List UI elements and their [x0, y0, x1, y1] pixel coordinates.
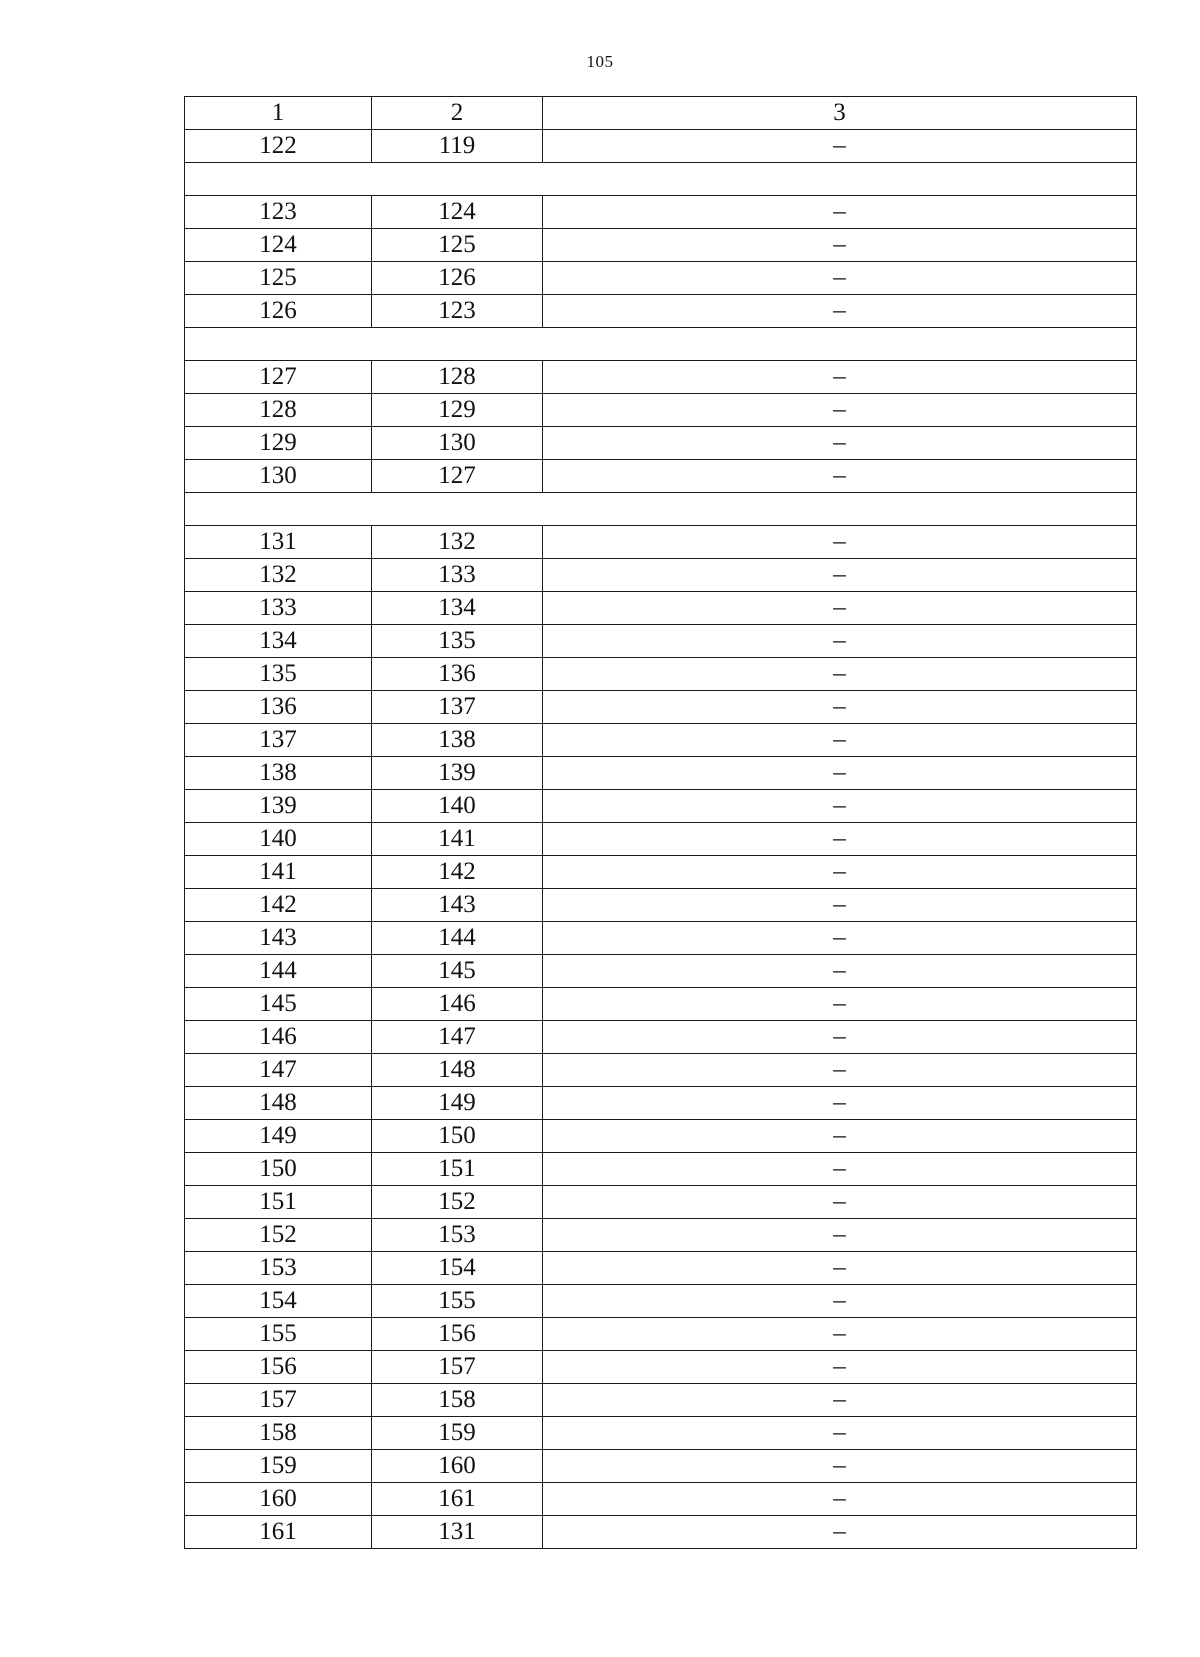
table-cell-col3: –: [543, 1120, 1137, 1153]
table-cell-col2: 139: [372, 757, 543, 790]
table-row: [185, 559, 1137, 592]
table-cell-col2: 155: [372, 1285, 543, 1318]
table-cell-col1: 124: [185, 229, 372, 262]
table-cell-col2: 135: [372, 625, 543, 658]
table-cell-col2: 134: [372, 592, 543, 625]
table-cell-col2: 137: [372, 691, 543, 724]
table-cell-col1: 139: [185, 790, 372, 823]
table-row: [185, 889, 1137, 922]
table-row: [185, 1219, 1137, 1252]
table-cell-col1: 140: [185, 823, 372, 856]
section-separator-row: [185, 328, 1137, 361]
table-cell-col2: 152: [372, 1186, 543, 1219]
separator-cell: [185, 493, 1137, 526]
table-cell-col3: –: [543, 526, 1137, 559]
table-cell-col1: 130: [185, 460, 372, 493]
table-cell-col1: 145: [185, 988, 372, 1021]
table-cell-col1: 152: [185, 1219, 372, 1252]
table-body: [185, 97, 1137, 1549]
table-cell-col1: 142: [185, 889, 372, 922]
table-row: [185, 1120, 1137, 1153]
table-cell-col3: –: [543, 1021, 1137, 1054]
table-cell-col3: –: [543, 427, 1137, 460]
table-row: [185, 1252, 1137, 1285]
table-cell-col2: 148: [372, 1054, 543, 1087]
table-row: [185, 1153, 1137, 1186]
column-header-1: 1: [185, 97, 372, 130]
table-cell-col2: 143: [372, 889, 543, 922]
table-cell-col1: 133: [185, 592, 372, 625]
table-row: [185, 1417, 1137, 1450]
table-cell-col2: 126: [372, 262, 543, 295]
table-cell-col1: 154: [185, 1285, 372, 1318]
table-cell-col3: –: [543, 1285, 1137, 1318]
table-cell-col3: –: [543, 1483, 1137, 1516]
table-row: [185, 724, 1137, 757]
table-row: [185, 394, 1137, 427]
table-cell-col1: 148: [185, 1087, 372, 1120]
table-row: [185, 757, 1137, 790]
table-cell-col2: 131: [372, 1516, 543, 1549]
table-cell-col1: 136: [185, 691, 372, 724]
table-cell-col3: –: [543, 922, 1137, 955]
table-cell-col1: 155: [185, 1318, 372, 1351]
table-cell-col3: –: [543, 1153, 1137, 1186]
table-cell-col3: –: [543, 262, 1137, 295]
table-cell-col3: –: [543, 691, 1137, 724]
table-cell-col2: 140: [372, 790, 543, 823]
table-row: [185, 526, 1137, 559]
table-cell-col2: 119: [372, 130, 543, 163]
table-cell-col2: 158: [372, 1384, 543, 1417]
table-cell-col2: 161: [372, 1483, 543, 1516]
table-cell-col3: –: [543, 361, 1137, 394]
table-cell-col2: 123: [372, 295, 543, 328]
table-cell-col2: 127: [372, 460, 543, 493]
table-row: [185, 229, 1137, 262]
table-row: [185, 427, 1137, 460]
table-cell-col1: 146: [185, 1021, 372, 1054]
table-cell-col1: 129: [185, 427, 372, 460]
section-separator-row: [185, 163, 1137, 196]
table-cell-col1: 153: [185, 1252, 372, 1285]
table-cell-col2: 141: [372, 823, 543, 856]
table-cell-col3: –: [543, 889, 1137, 922]
table-cell-col3: –: [543, 295, 1137, 328]
table-cell-col2: 160: [372, 1450, 543, 1483]
table-row: [185, 1483, 1137, 1516]
table-cell-col3: –: [543, 1384, 1137, 1417]
table-cell-col2: 136: [372, 658, 543, 691]
table-cell-col1: 158: [185, 1417, 372, 1450]
table-cell-col1: 161: [185, 1516, 372, 1549]
table-row: [185, 295, 1137, 328]
table-cell-col3: –: [543, 790, 1137, 823]
table-cell-col1: 138: [185, 757, 372, 790]
table-cell-col1: 123: [185, 196, 372, 229]
table-cell-col3: –: [543, 724, 1137, 757]
table-cell-col3: –: [543, 955, 1137, 988]
separator-cell: [185, 163, 1137, 196]
table-cell-col2: 145: [372, 955, 543, 988]
table-cell-col1: 143: [185, 922, 372, 955]
table-cell-col2: 138: [372, 724, 543, 757]
table-cell-col2: 133: [372, 559, 543, 592]
table-cell-col3: –: [543, 130, 1137, 163]
table-cell-col1: 156: [185, 1351, 372, 1384]
table-cell-col2: 159: [372, 1417, 543, 1450]
table-cell-col3: –: [543, 625, 1137, 658]
table-cell-col3: –: [543, 394, 1137, 427]
table-row: [185, 1516, 1137, 1549]
table-cell-col3: –: [543, 229, 1137, 262]
table-row: [185, 691, 1137, 724]
table-cell-col3: –: [543, 1417, 1137, 1450]
table-cell-col2: 157: [372, 1351, 543, 1384]
table-row: [185, 1285, 1137, 1318]
table-cell-col3: –: [543, 1186, 1137, 1219]
table-cell-col3: –: [543, 1450, 1137, 1483]
table-cell-col1: 159: [185, 1450, 372, 1483]
table-row: [185, 1384, 1137, 1417]
separator-cell: [185, 328, 1137, 361]
table-cell-col1: 131: [185, 526, 372, 559]
table-cell-col1: 141: [185, 856, 372, 889]
table-cell-col3: –: [543, 823, 1137, 856]
table-cell-col3: –: [543, 658, 1137, 691]
table-row: [185, 988, 1137, 1021]
page-number: 105: [586, 52, 614, 71]
table-cell-col3: –: [543, 1516, 1137, 1549]
table-header-row: [185, 97, 1137, 130]
table-cell-col2: 142: [372, 856, 543, 889]
table-row: [185, 196, 1137, 229]
table-cell-col1: 127: [185, 361, 372, 394]
table-cell-col1: 149: [185, 1120, 372, 1153]
table-row: [185, 1087, 1137, 1120]
table-cell-col2: 144: [372, 922, 543, 955]
table-row: [185, 922, 1137, 955]
table-row: [185, 592, 1137, 625]
table-row: [185, 361, 1137, 394]
column-header-3: 3: [543, 97, 1137, 130]
table-cell-col1: 128: [185, 394, 372, 427]
table-cell-col3: –: [543, 757, 1137, 790]
table-row: [185, 1054, 1137, 1087]
table-cell-col2: 124: [372, 196, 543, 229]
data-table: [184, 96, 1137, 1549]
table-cell-col2: 153: [372, 1219, 543, 1252]
table-row: [185, 460, 1137, 493]
table-cell-col2: 147: [372, 1021, 543, 1054]
table-row: [185, 955, 1137, 988]
table-row: [185, 625, 1137, 658]
table-cell-col1: 126: [185, 295, 372, 328]
table-row: [185, 1450, 1137, 1483]
table-cell-col3: –: [543, 1087, 1137, 1120]
table-cell-col1: 147: [185, 1054, 372, 1087]
table-row: [185, 1186, 1137, 1219]
table-cell-col3: –: [543, 559, 1137, 592]
table-cell-col2: 149: [372, 1087, 543, 1120]
column-header-2: 2: [372, 97, 543, 130]
table-cell-col2: 151: [372, 1153, 543, 1186]
table-cell-col2: 154: [372, 1252, 543, 1285]
table-cell-col2: 125: [372, 229, 543, 262]
table-row: [185, 658, 1137, 691]
table-cell-col1: 160: [185, 1483, 372, 1516]
table-cell-col2: 132: [372, 526, 543, 559]
table-row: [185, 1021, 1137, 1054]
table-row: [185, 262, 1137, 295]
table-row: [185, 130, 1137, 163]
table-cell-col3: –: [543, 1318, 1137, 1351]
table-cell-col1: 157: [185, 1384, 372, 1417]
table-cell-col3: –: [543, 1219, 1137, 1252]
table-cell-col1: 137: [185, 724, 372, 757]
table-cell-col2: 129: [372, 394, 543, 427]
table-cell-col1: 151: [185, 1186, 372, 1219]
table-row: [185, 823, 1137, 856]
table-cell-col1: 134: [185, 625, 372, 658]
table-cell-col3: –: [543, 1252, 1137, 1285]
table-cell-col2: 130: [372, 427, 543, 460]
table-cell-col2: 156: [372, 1318, 543, 1351]
table-row: [185, 1351, 1137, 1384]
table-cell-col2: 150: [372, 1120, 543, 1153]
section-separator-row: [185, 493, 1137, 526]
table-cell-col3: –: [543, 592, 1137, 625]
table-cell-col1: 125: [185, 262, 372, 295]
table-row: [185, 1318, 1137, 1351]
table-cell-col3: –: [543, 196, 1137, 229]
table-cell-col2: 128: [372, 361, 543, 394]
table-cell-col3: –: [543, 988, 1137, 1021]
table-cell-col1: 150: [185, 1153, 372, 1186]
table-cell-col1: 135: [185, 658, 372, 691]
table-cell-col3: –: [543, 460, 1137, 493]
table-row: [185, 856, 1137, 889]
table-cell-col3: –: [543, 1351, 1137, 1384]
table-cell-col1: 144: [185, 955, 372, 988]
table-cell-col2: 146: [372, 988, 543, 1021]
table-cell-col1: 132: [185, 559, 372, 592]
table-row: [185, 790, 1137, 823]
table-cell-col3: –: [543, 856, 1137, 889]
table-cell-col1: 122: [185, 130, 372, 163]
table-cell-col3: –: [543, 1054, 1137, 1087]
